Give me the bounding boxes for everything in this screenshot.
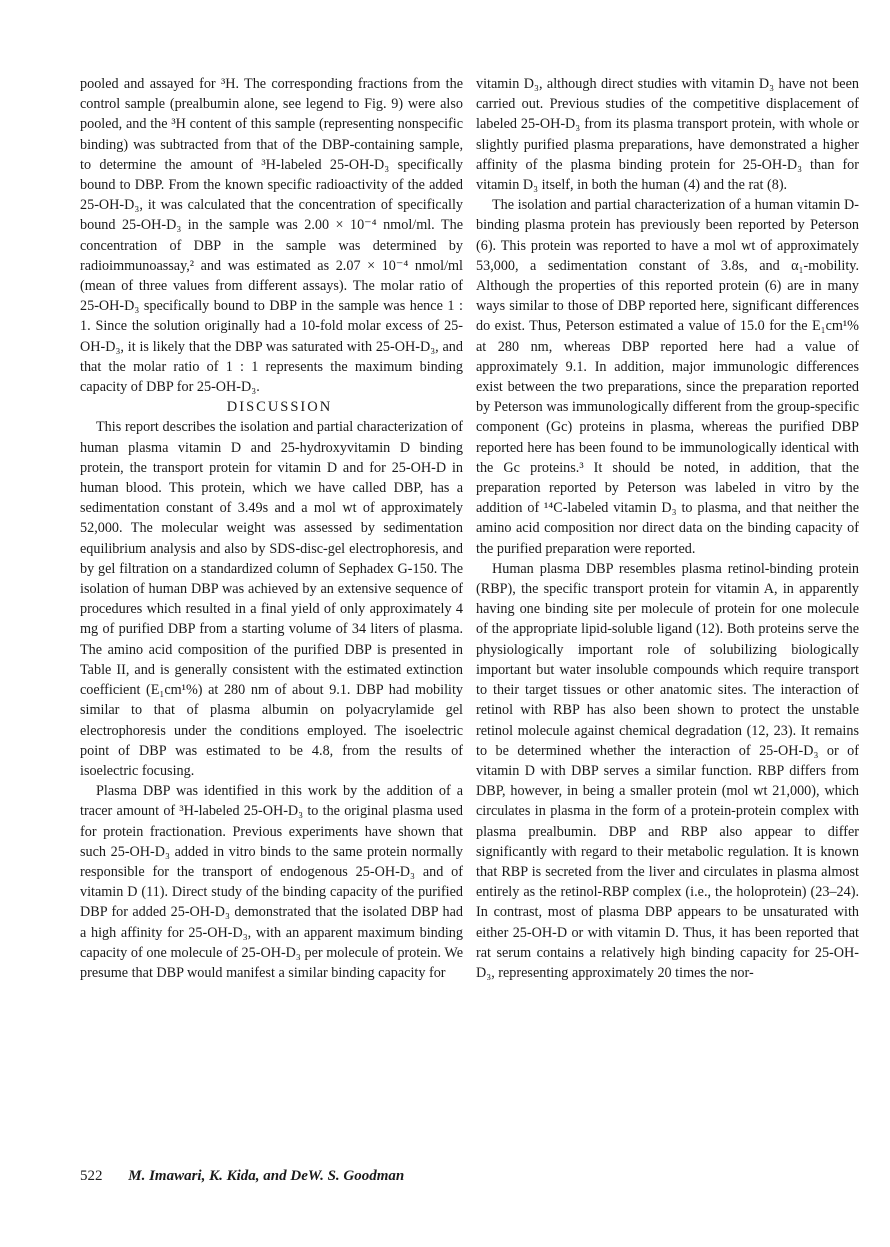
right-paragraph-continued: vitamin D₃, although direct studies with vitamin D₃ have not been carried out. Previous studies of the competitive displacement of labeled 25-OH-D₃ from its plasma transport protein, with whole or slightly purified plasma preparations, have demonstrated a higher affinity of the plasma binding protein for 25-OH-D₃ than for vitamin D₃ itself, in both the human (4) and the rat (8). [476, 76, 859, 194]
discussion-heading: DISCUSSION [226, 399, 333, 416]
page-number: 522 [80, 1168, 103, 1184]
peterson-paragraph: The isolation and partial characterization of a human vitamin D-binding plasma protein has previously been reported by Peterson (6). This protein was reported to have a mol wt of approximately 53,000, a sedimentation constant of 3.8s, and α₁-mobility. Although the properties of this reported protein (6) are in many ways similar to those of DBP reported here, significant differences do exist. Thus, Peterson estimated a value of 15.0 for the E₁cm¹% at 280 nm, whereas DBP reported here had a value of approximately 9.1. In addition, major immunologic differences exist between the two preparations, since the preparation reported by Peterson was immunologically different from the group-specific component (Gc) proteins in plasma, whereas the purified DBP reported here has been found to be immunologically identical with the Gc proteins.³ It should be noted, in addition, that the preparation reported by Peterson was labeled in vitro by the addition of ¹⁴C-labeled vitamin D₃ to plasma, and that neither the amino acid composition nor direct data on the binding capacity of the purified preparation were reported. [476, 197, 859, 557]
discussion-paragraph-2: Plasma DBP was identified in this work by the addition of a tracer amount of ³H-labeled 25-OH-D₃ to the original plasma used for protein fractionation. Previous experiments have shown that such 25-OH-D₃ added in vitro binds to the same protein normally responsible for the transport of endogenous 25-OH-D₃ and of vitamin D (11). Direct study of the binding capacity of the purified DBP for added 25-OH-D₃ demonstrated that the isolated DBP had a high affinity for 25-OH-D₃, with an apparent maximum binding capacity of one molecule of 25-OH-D₃ per molecule of protein. We presume that DBP would manifest a similar binding capacity for [80, 783, 463, 981]
right-column [476, 74, 859, 983]
page-footer [80, 1166, 530, 1186]
left-paragraph-continued: pooled and assayed for ³H. The corresponding fractions from the control sample (prealbumin alone, see legend to Fig. 9) were also pooled, and the ³H content of this sample (representing nonspecific binding) was subtracted from that of the DBP-containing sample, to determine the amount of ³H-labeled 25-OH-D₃ specifically bound to DBP. From the known specific radioactivity of the added 25-OH-D₃, it was calculated that the concentration of specifically bound 25-OH-D₃ in the sample was 2.00 × 10⁻⁴ nmol/ml. The concentration of DBP in the sample was determined by radioimmunoassay,² and was estimated as 2.07 × 10⁻⁴ nmol/ml (mean of three values from different assays). The molar ratio of 25-OH-D₃ specifically bound to DBP in the sample was hence 1 : 1. Since the solution originally had a 10-fold molar excess of 25-OH-D₃, it is likely that the DBP was saturated with 25-OH-D₃, and that the molar ratio of 1 : 1 represents the maximum binding capacity of DBP for 25-OH-D₃. [80, 76, 463, 396]
running-authors: M. Imawari, K. Kida, and DeW. S. Goodman [128, 1168, 405, 1184]
discussion-paragraph-1: This report describes the isolation and partial characterization of human plasma vitamin D and 25-hydroxyvitamin D binding protein, the transport protein for vitamin D and for 25-OH-D in human blood. This protein, which we have called DBP, has a sedimentation constant of 3.49s and a mol wt of approximately 52,000. The molecular weight was assessed by sedimentation equilibrium analysis and also by SDS-disc-gel electrophoresis, and by gel filtration on a standardized column of Sephadex G-150. The isolation of human DBP was achieved by an extensive sequence of procedures which resulted in a final yield of only approximately 4 mg of purified DBP from a starting volume of 34 liters of plasma. The amino acid composition of the purified DBP is presented in Table II, and is generally consistent with the estimated extinction coefficient (E₁cm¹%) at 280 nm of about 9.1. DBP had mobility similar to that of plasma albumin on polyacrylamide gel electrophoresis under the conditions employed. The isoelectric point of DBP was estimated to be 4.8, from the results of isoelectric focusing. [80, 419, 463, 779]
left-column [80, 74, 463, 983]
rbp-comparison-paragraph: Human plasma DBP resembles plasma retinol-binding protein (RBP), the specific transport protein for vitamin A, in apparently having one binding site per molecule of protein for one molecule of the appropriate lipid-soluble ligand (12). Both proteins serve the physiologically important role of solubilizing biologically important but water insoluble compounds which require transport to their target tissues or other anatomic sites. The interaction of retinol with RBP has also been shown to protect the unstable retinol molecule against chemical degradation (12, 23). It remains to be determined whether the interaction of 25-OH-D₃ or of vitamin D with DBP serves a similar function. RBP differs from DBP, however, in being a smaller protein (mol wt 21,000), which circulates in plasma in the form of a protein-protein complex with plasma prealbumin. DBP and RBP also appear to differ significantly with regard to their metabolic regulation. It is known that RBP is secreted from the liver and circulates in plasma almost entirely as the retinol-RBP complex (i.e., the holoprotein) (23–24). In contrast, most of plasma DBP appears to be unsaturated with either 25-OH-D or with vitamin D. Thus, it has been reported that rat serum contains a relatively high binding capacity for 25-OH-D₃, representing approximately 20 times the nor- [476, 560, 859, 981]
